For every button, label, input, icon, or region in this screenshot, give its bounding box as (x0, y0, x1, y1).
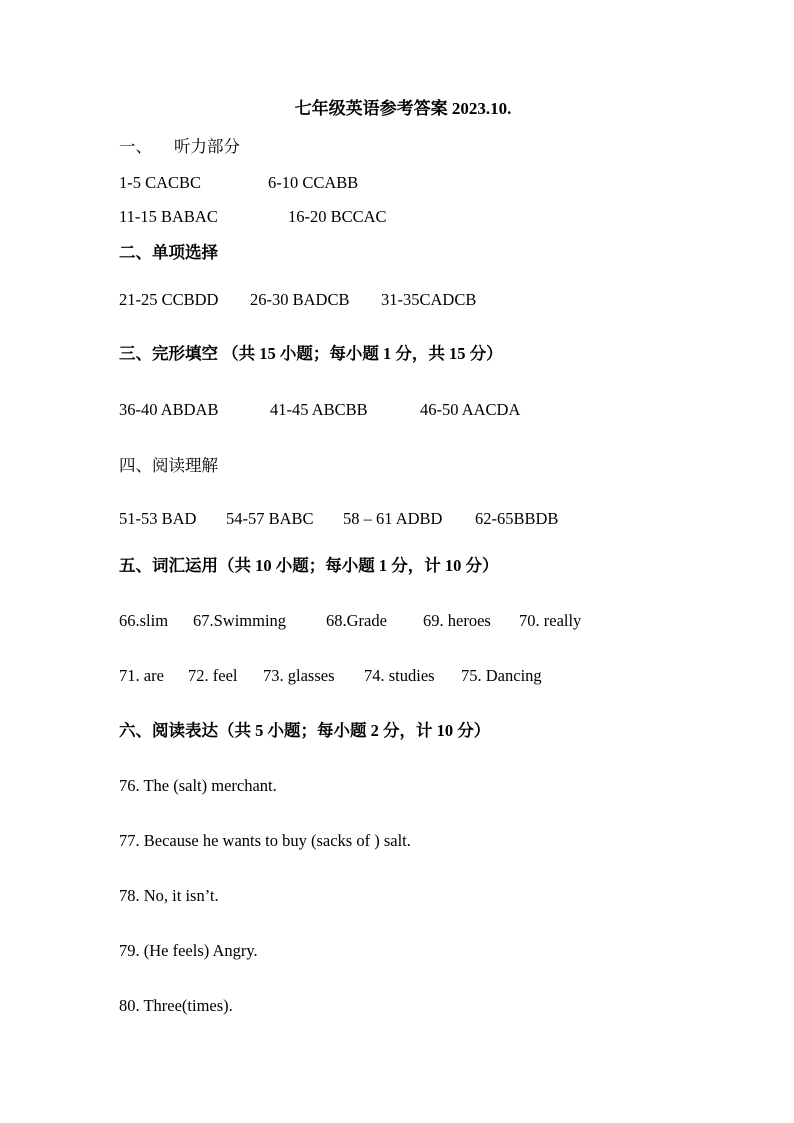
answer-item: 73. glasses (263, 666, 335, 685)
answer-78: 78. No, it isn’t. (119, 886, 219, 905)
answer-group: 41-45 ABCBB (270, 400, 368, 419)
section-1-title: 听力部分 (174, 137, 240, 156)
answer-item: 75. Dancing (461, 666, 542, 685)
section-1-number: 一、 (119, 137, 152, 156)
answer-76: 76. The (salt) merchant. (119, 776, 277, 795)
section-4-row-1 (119, 509, 558, 529)
answer-group: 54-57 BABC (226, 509, 314, 528)
section-1-row-2 (119, 207, 387, 227)
section-5-row-2 (119, 666, 542, 686)
answer-item: 71. are (119, 666, 164, 685)
section-2-row-1 (119, 290, 476, 310)
answer-group: 11-15 BABAC (119, 207, 218, 226)
answer-79: 79. (He feels) Angry. (119, 941, 258, 960)
section-3-row-1 (119, 400, 520, 420)
answer-group: 1-5 CACBC (119, 173, 202, 192)
section-1-heading (119, 137, 240, 157)
answer-group: 26-30 BADCB (250, 290, 350, 309)
answer-group: 31-35CADCB (381, 290, 477, 309)
section-2-heading: 二、单项选择 (119, 243, 218, 262)
section-6-heading: 六、阅读表达（共 5 小题；每小题 2 分，计 10 分） (119, 721, 491, 740)
answer-group: 51-53 BAD (119, 509, 197, 528)
answer-item: 72. feel (188, 666, 238, 685)
answer-group: 36-40 ABDAB (119, 400, 219, 419)
answer-group: 58 – 61 ADBD (343, 509, 443, 528)
answer-item: 68.Grade (326, 611, 387, 630)
answer-77: 77. Because he wants to buy (sacks of ) salt. (119, 831, 411, 850)
answer-item: 70. really (519, 611, 582, 630)
section-3-heading: 三、完形填空 （共 15 小题；每小题 1 分，共 15 分） (119, 344, 503, 363)
answer-group: 21-25 CCBDD (119, 290, 219, 309)
answer-group: 16-20 BCCAC (288, 207, 387, 226)
page-title: 七年级英语参考答案 2023.10. (294, 99, 512, 118)
section-1-row-1 (119, 173, 358, 193)
answer-item: 74. studies (364, 666, 435, 685)
section-5-row-1 (119, 611, 581, 631)
answer-80: 80. Three(times). (119, 996, 233, 1015)
answer-group: 46-50 AACDA (420, 400, 521, 419)
section-5-heading: 五、词汇运用（共 10 小题；每小题 1 分，计 10 分） (119, 556, 499, 575)
answer-item: 69. heroes (423, 611, 491, 630)
answer-item: 67.Swimming (193, 611, 287, 630)
answer-item: 66.slim (119, 611, 169, 630)
answer-group: 6-10 CCABB (268, 173, 359, 192)
answer-group: 62-65BBDB (475, 509, 559, 528)
section-4-heading: 四、阅读理解 (119, 456, 218, 475)
